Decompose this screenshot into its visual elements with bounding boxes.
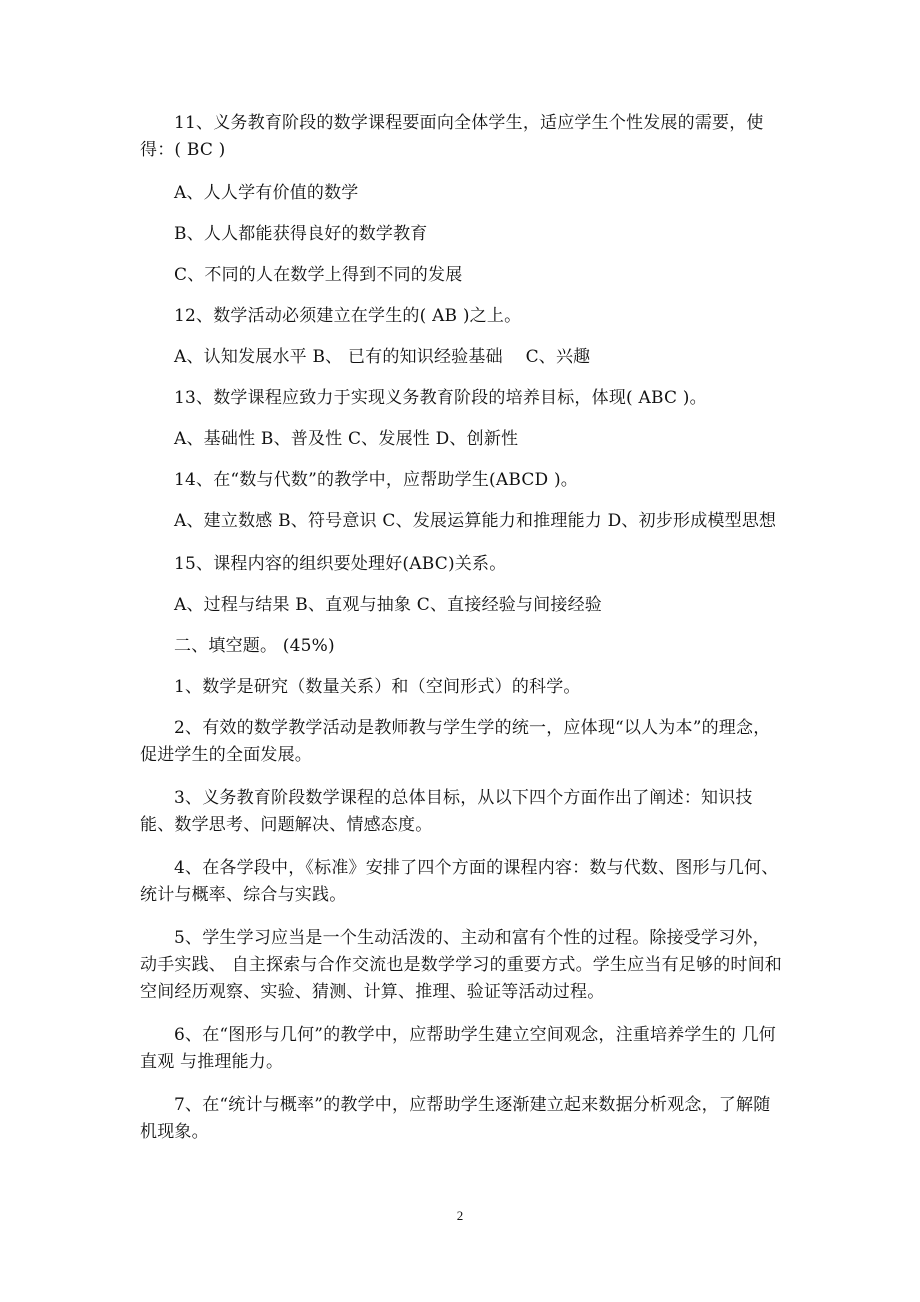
- fill-in-7: 7、在“统计与概率”的教学中，应帮助学生逐渐建立起来数据分析观念，了解随机现象。: [140, 1095, 771, 1142]
- fill-in-5: 5、学生学习应当是一个生动活泼的、主动和富有个性的过程。除接受学习外，动手实践、 自主探索与合作交流也是数学学习的重要方式。学生应当有足够的时间和空间经历观察、实验、猜测、计算、推理、验证等活动过程。: [140, 928, 783, 1002]
- fill-in-4: 4、在各学段中，《标准》安排了四个方面的课程内容：数与代数、图形与几何、统计与概率、综合与实践。: [140, 858, 779, 905]
- question-11-option-b: B、人人都能获得良好的数学教育: [174, 224, 428, 244]
- question-15: 15、课程内容的组织要处理好(ABC)关系。: [174, 554, 507, 574]
- question-14: 14、在“数与代数”的教学中，应帮助学生(ABCD )。: [174, 470, 579, 490]
- page-content: [140, 110, 786, 1162]
- question-11-option-c: C、不同的人在数学上得到不同的发展: [174, 265, 463, 285]
- fill-in-3: 3、义务教育阶段数学课程的总体目标，从以下四个方面作出了阐述：知识技能、数学思考、问题解决、情感态度。: [140, 788, 753, 835]
- fill-in-6: 6、在“图形与几何”的教学中，应帮助学生建立空间观念，注重培养学生的 几何直观 与推理能力。: [140, 1025, 776, 1072]
- question-11: 11、义务教育阶段的数学课程要面向全体学生，适应学生个性发展的需要，使得：( BC ): [140, 113, 764, 160]
- question-14-options: A、建立数感 B、符号意识 C、发展运算能力和推理能力 D、初步形成模型思想: [174, 511, 777, 531]
- question-15-options: A、过程与结果 B、直观与抽象 C、直接经验与间接经验: [174, 595, 602, 615]
- question-12: 12、数学活动必须建立在学生的( AB )之上。: [174, 306, 522, 326]
- fill-in-2: 2、有效的数学教学活动是教师教与学生学的统一，应体现“以人为本”的理念，促进学生的全面发展。: [140, 718, 771, 765]
- question-11-option-a: A、人人学有价值的数学: [174, 183, 359, 203]
- question-12-options: A、认知发展水平 B、 已有的知识经验基础 C、兴趣: [174, 347, 591, 367]
- question-13-options: A、基础性 B、普及性 C、发展性 D、创新性: [174, 429, 519, 449]
- section-heading-fill-in: 二、填空题。 (45%): [174, 636, 335, 656]
- fill-in-1: 1、数学是研究（数量关系）和（空间形式）的科学。: [174, 677, 581, 697]
- page-number: 2: [456, 1208, 464, 1223]
- question-13: 13、数学课程应致力于实现义务教育阶段的培养目标，体现( ABC )。: [174, 388, 707, 408]
